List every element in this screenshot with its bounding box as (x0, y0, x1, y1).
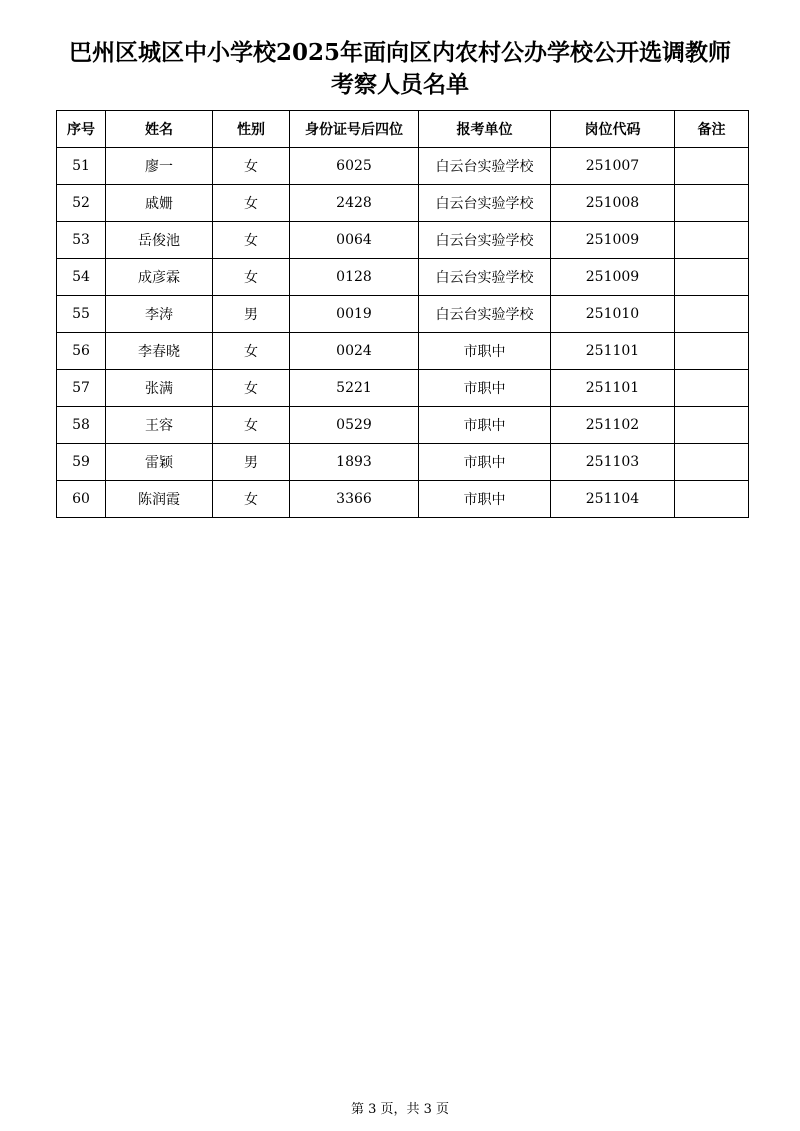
table-row (57, 370, 749, 407)
cell-col-gender: 女 (213, 370, 290, 407)
cell-col-id-last4: 0019 (290, 296, 419, 333)
cell-col-post-code: 251007 (551, 148, 675, 185)
cell-col-name: 戚姗 (106, 185, 213, 222)
cell-col-gender: 女 (213, 481, 290, 518)
header-col-remarks: 备注 (675, 111, 749, 148)
cell-col-school: 市职中 (419, 444, 551, 481)
cell-col-remarks (675, 185, 749, 222)
cell-col-gender: 女 (213, 222, 290, 259)
table-row (57, 259, 749, 296)
cell-col-name: 李涛 (106, 296, 213, 333)
header-col-index: 序号 (57, 111, 106, 148)
cell-col-remarks (675, 222, 749, 259)
cell-col-school: 白云台实验学校 (419, 185, 551, 222)
cell-col-remarks (675, 296, 749, 333)
header-col-id-last4: 身份证号后四位 (290, 111, 419, 148)
cell-col-gender: 男 (213, 444, 290, 481)
cell-col-index: 53 (57, 222, 106, 259)
cell-col-index: 52 (57, 185, 106, 222)
cell-col-remarks (675, 333, 749, 370)
cell-col-name: 张满 (106, 370, 213, 407)
page-number: 第 3 页，共 3 页 (350, 1102, 450, 1117)
cell-col-id-last4: 3366 (290, 481, 419, 518)
cell-col-school: 市职中 (419, 407, 551, 444)
cell-col-remarks (675, 148, 749, 185)
cell-col-remarks (675, 259, 749, 296)
cell-col-school: 市职中 (419, 370, 551, 407)
cell-col-id-last4: 0064 (290, 222, 419, 259)
cell-col-index: 54 (57, 259, 106, 296)
table-row (57, 296, 749, 333)
cell-col-index: 60 (57, 481, 106, 518)
cell-col-id-last4: 6025 (290, 148, 419, 185)
cell-col-gender: 女 (213, 333, 290, 370)
cell-col-post-code: 251010 (551, 296, 675, 333)
table-row (57, 407, 749, 444)
document-title-line-2: 考察人员名单 (331, 71, 469, 98)
cell-col-gender: 女 (213, 148, 290, 185)
table-body (57, 148, 749, 518)
table-row (57, 333, 749, 370)
cell-col-school: 市职中 (419, 481, 551, 518)
header-col-school: 报考单位 (419, 111, 551, 148)
cell-col-school: 白云台实验学校 (419, 148, 551, 185)
cell-col-post-code: 251104 (551, 481, 675, 518)
header-col-post-code: 岗位代码 (551, 111, 675, 148)
table-row (57, 222, 749, 259)
cell-col-school: 白云台实验学校 (419, 222, 551, 259)
document-title-line-1: 巴州区城区中小学校2025年面向区内农村公办学校公开选调教师 (68, 39, 731, 66)
cell-col-id-last4: 0128 (290, 259, 419, 296)
cell-col-post-code: 251102 (551, 407, 675, 444)
cell-col-name: 成彦霖 (106, 259, 213, 296)
cell-col-id-last4: 2428 (290, 185, 419, 222)
cell-col-post-code: 251101 (551, 333, 675, 370)
cell-col-index: 59 (57, 444, 106, 481)
cell-col-index: 57 (57, 370, 106, 407)
cell-col-remarks (675, 444, 749, 481)
cell-col-remarks (675, 481, 749, 518)
cell-col-school: 白云台实验学校 (419, 296, 551, 333)
cell-col-name: 王容 (106, 407, 213, 444)
cell-col-remarks (675, 407, 749, 444)
candidate-table (56, 110, 749, 518)
table-row (57, 148, 749, 185)
cell-col-school: 白云台实验学校 (419, 259, 551, 296)
cell-col-index: 56 (57, 333, 106, 370)
header-col-name: 姓名 (106, 111, 213, 148)
cell-col-index: 51 (57, 148, 106, 185)
cell-col-id-last4: 0024 (290, 333, 419, 370)
cell-col-index: 55 (57, 296, 106, 333)
cell-col-gender: 女 (213, 185, 290, 222)
table-row (57, 185, 749, 222)
table-header-row (57, 111, 749, 148)
table-row (57, 444, 749, 481)
cell-col-gender: 女 (213, 259, 290, 296)
cell-col-remarks (675, 370, 749, 407)
header-col-gender: 性别 (213, 111, 290, 148)
cell-col-name: 李春晓 (106, 333, 213, 370)
cell-col-name: 岳俊池 (106, 222, 213, 259)
cell-col-name: 陈润霞 (106, 481, 213, 518)
cell-col-index: 58 (57, 407, 106, 444)
cell-col-id-last4: 0529 (290, 407, 419, 444)
cell-col-gender: 女 (213, 407, 290, 444)
cell-col-name: 雷颖 (106, 444, 213, 481)
cell-col-post-code: 251103 (551, 444, 675, 481)
cell-col-gender: 男 (213, 296, 290, 333)
cell-col-post-code: 251008 (551, 185, 675, 222)
cell-col-id-last4: 5221 (290, 370, 419, 407)
cell-col-school: 市职中 (419, 333, 551, 370)
cell-col-post-code: 251101 (551, 370, 675, 407)
cell-col-id-last4: 1893 (290, 444, 419, 481)
table-row (57, 481, 749, 518)
cell-col-post-code: 251009 (551, 222, 675, 259)
cell-col-name: 廖一 (106, 148, 213, 185)
cell-col-post-code: 251009 (551, 259, 675, 296)
